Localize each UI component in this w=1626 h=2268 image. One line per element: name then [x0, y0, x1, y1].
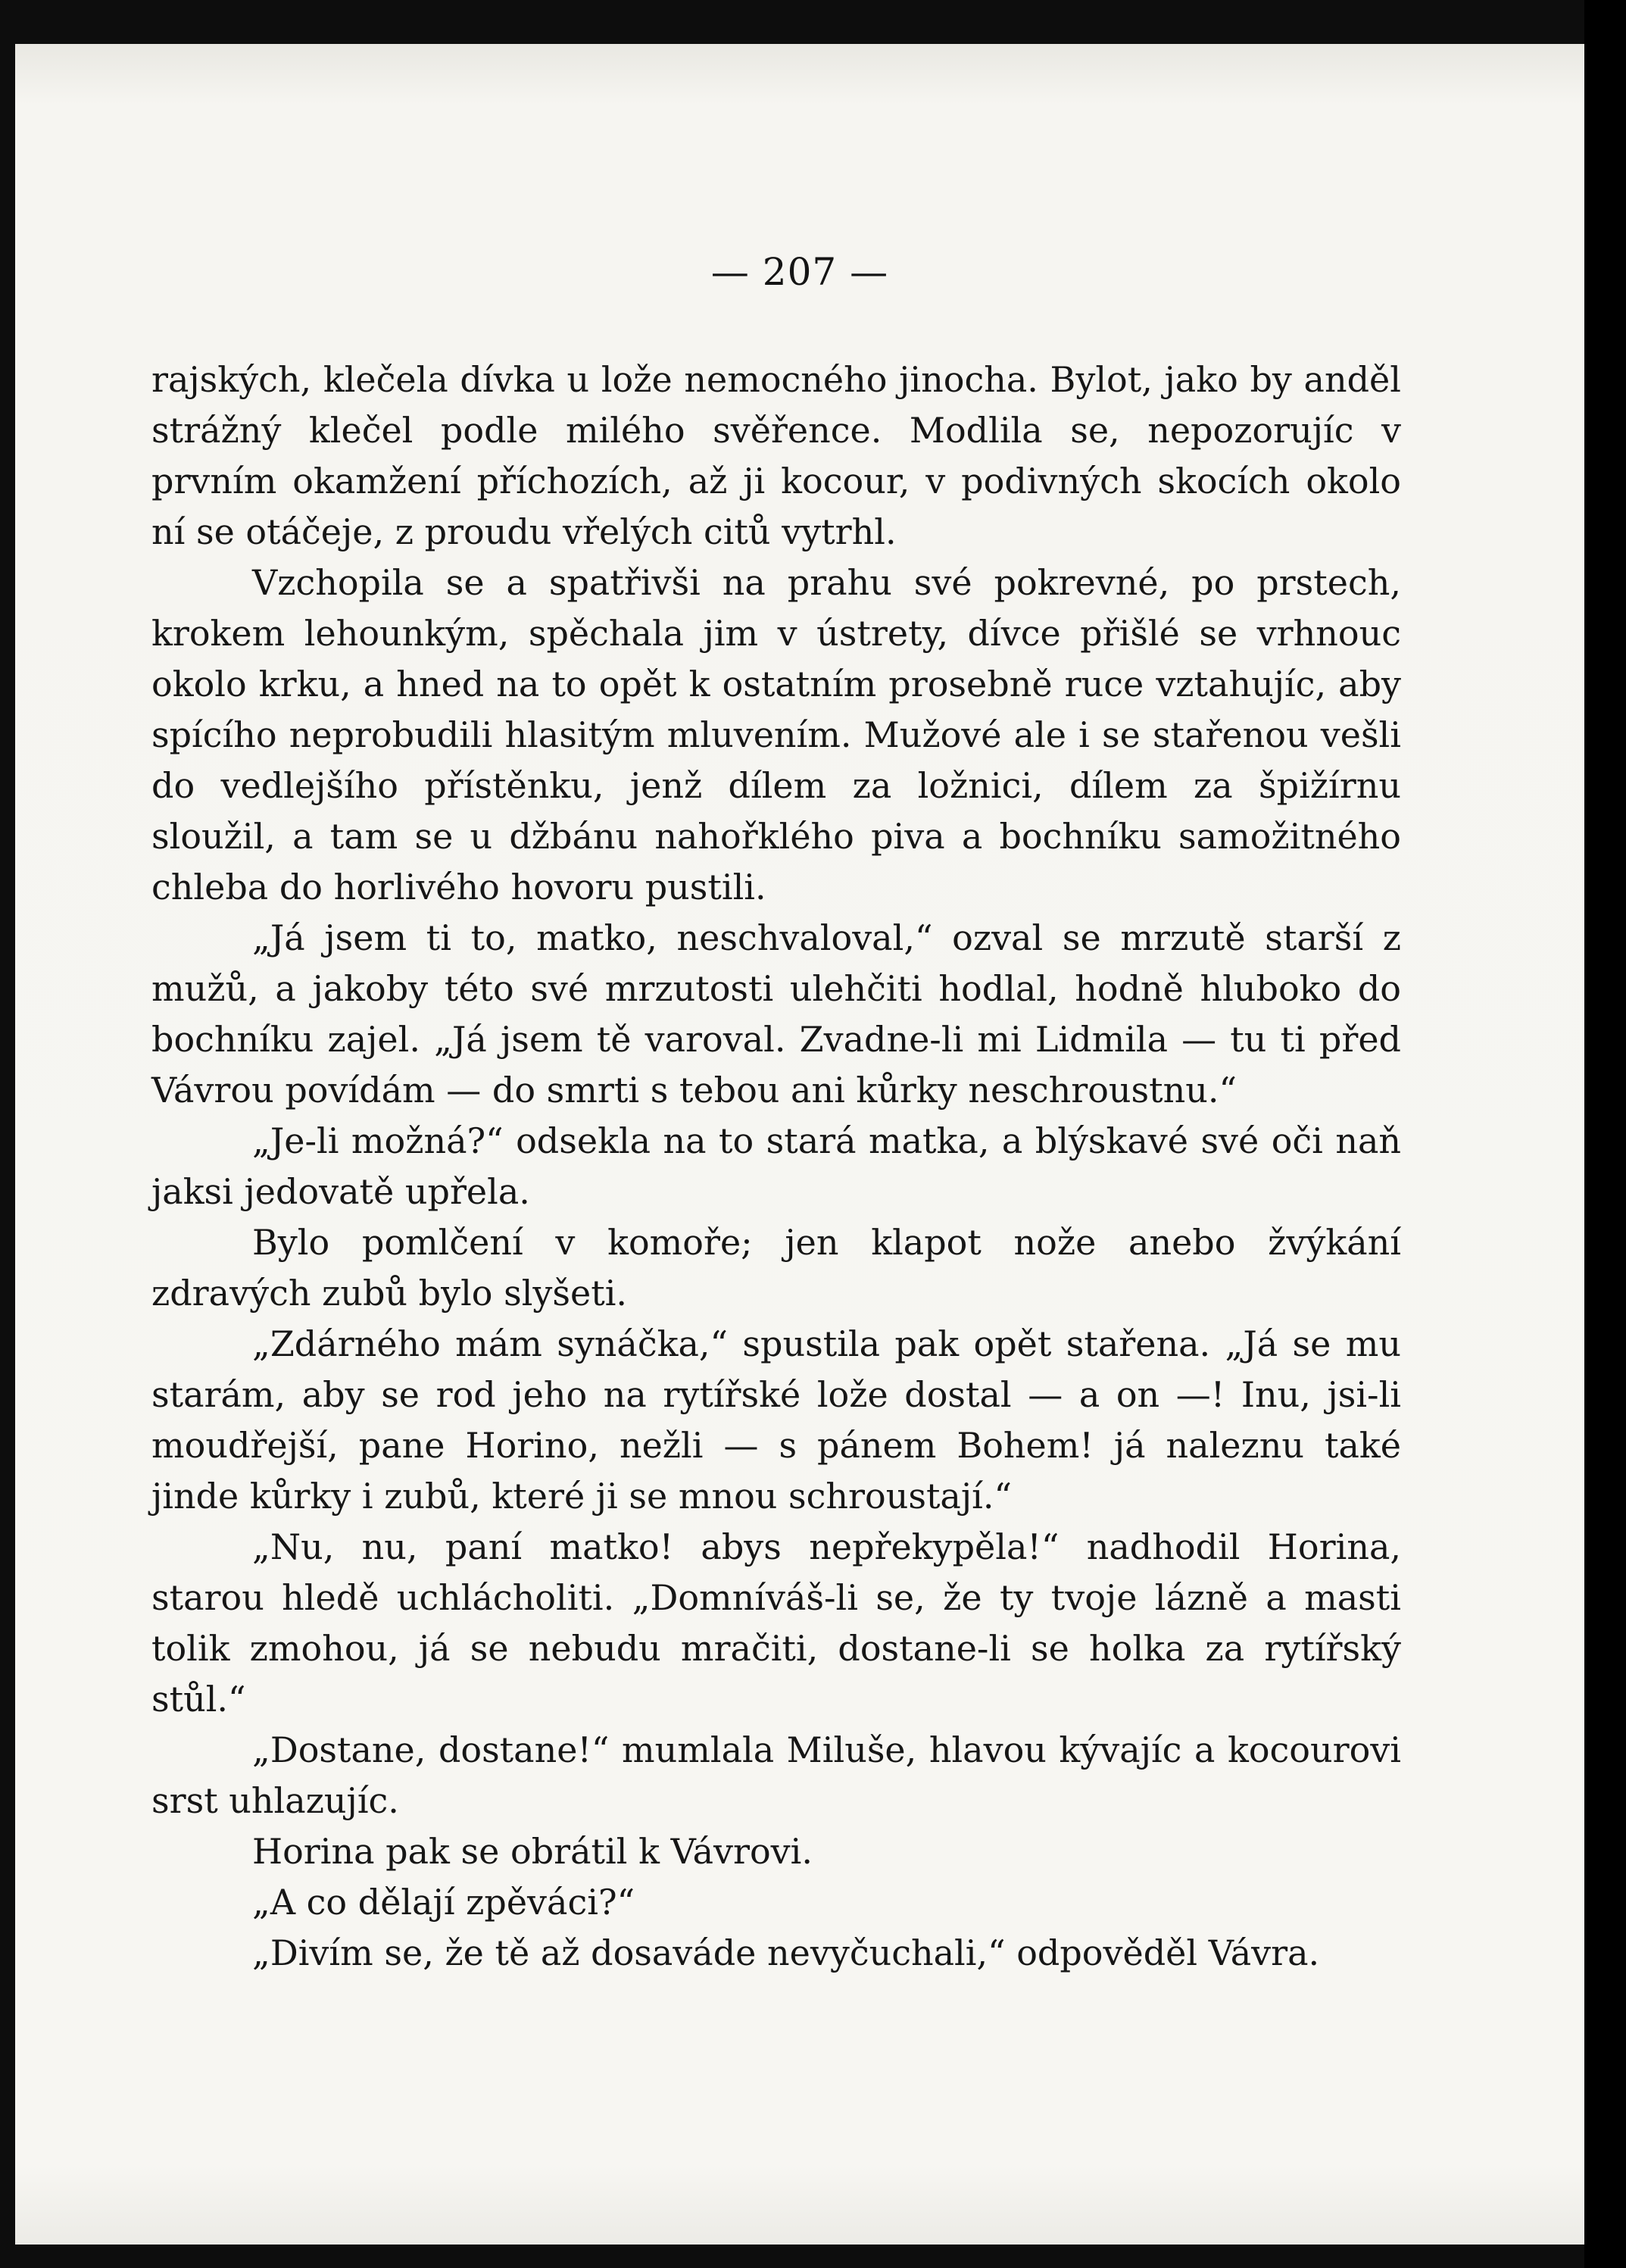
paragraph-11: „Divím se, že tě až dosaváde nevyčuchali,“ odpověděl Vávra.	[252, 1932, 1320, 1973]
paragraph-3: „Já jsem ti to, matko, neschvaloval,“ ozval se mrzutě starší z mužů, a jakoby této své mrzutosti ulehčiti hodlal, hodně hluboko do bochníku zajel. „Já jsem tě varoval. Zvadne-li mi Lidmila — tu ti před Vávrou povídám — do smrti s tebou ani kůrky neschroustnu.“	[151, 917, 1401, 1111]
paragraph-9: Horina pak se obrátil k Vávrovi.	[252, 1831, 813, 1872]
paragraph-7: „Nu, nu, paní matko! abys nepřekypěla!“ nadhodil Horina, starou hledě uchlácholiti. „Domníváš-li se, že ty tvoje lázně a masti tolik zmohou, já se nebudu mračiti, dostane-li se holka za rytířský stůl.“	[151, 1526, 1401, 1720]
paragraph-5: Bylo pomlčení v komoře; jen klapot nože anebo žvýkání zdravých zubů bylo slyšeti.	[151, 1222, 1401, 1314]
paragraph-10: „A co dělají zpěváci?“	[252, 1882, 635, 1923]
paragraph-2: Vzchopila se a spatřivši na prahu své pokrevné, po prstech, krokem lehounkým, spěchala jim v ústrety, dívce přišlé se vrhnouc okolo krku, a hned na to opět k ostatním prosebně ruce vztahujíc, aby spícího neprobudili hlasitým mluvením. Mužové ale i se stařenou vešli do vedlejšího přístěnku, jenž dílem za ložnici, dílem za špižírnu sloužil, a tam se u džbánu nahořklého piva a bochníku samožitného chleba do horlivého hovoru pustili.	[151, 562, 1401, 908]
paragraph-6: „Zdárného mám synáčka,“ spustila pak opět stařena. „Já se mu starám, aby se rod jeho na rytířské lože dostal — a on —! Inu, jsi-li moudřejší, pane Horino, nežli — s pánem Bohem! já naleznu také jinde kůrky i zubů, které ji se mnou schroustají.“	[151, 1323, 1401, 1517]
body-text	[151, 355, 1401, 1979]
paragraph-8: „Dostane, dostane!“ mumlala Miluše, hlavou kývajíc a kocourovi srst uhlazujíc.	[151, 1729, 1401, 1821]
paragraph-4: „Je-li možná?“ odsekla na to stará matka, a blýskavé své oči naň jaksi jedovatě upřela.	[151, 1120, 1401, 1212]
scan-dark-edge	[1584, 0, 1626, 2268]
paragraph-1: rajských, klečela dívka u lože nemocného jinocha. Bylot, jako by anděl strážný klečel podle milého svěřence. Modlila se, nepozorujíc v prvním okamžení příchozích, až ji kocour, v podivných skocích okolo ní se otáčeje, z proudu vřelých citů vytrhl.	[151, 359, 1401, 552]
page-sheet	[15, 44, 1584, 2245]
page-number: — 207 —	[710, 250, 889, 294]
